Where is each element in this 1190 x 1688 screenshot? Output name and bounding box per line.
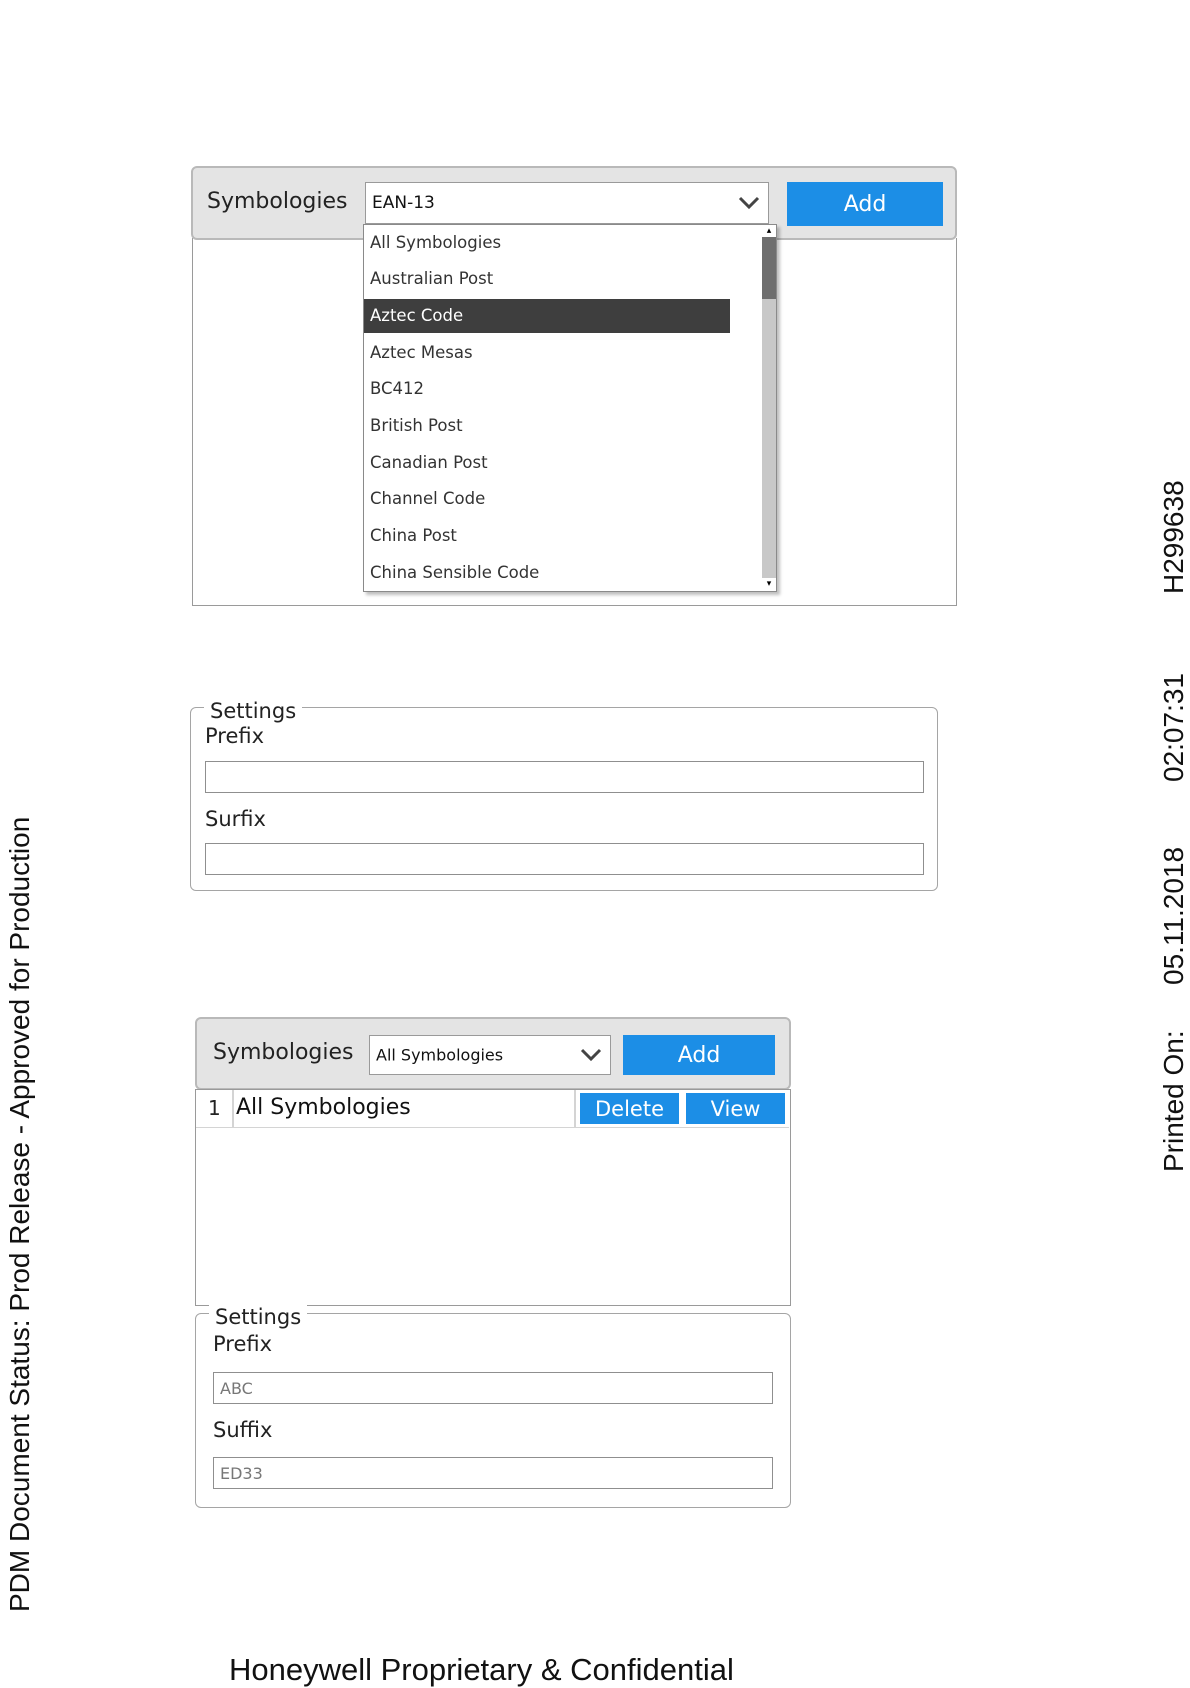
document-number: H299638 <box>1158 480 1189 594</box>
symbology-select[interactable] <box>365 182 769 224</box>
scrollbar-thumb[interactable] <box>762 237 776 299</box>
dropdown-option[interactable]: Australian Post <box>370 269 494 288</box>
symbologies-label: Symbologies <box>213 1040 354 1065</box>
pdm-document-status: PDM Document Status: Prod Release - Approved for Production <box>4 816 35 1612</box>
view-button[interactable]: View <box>686 1093 785 1124</box>
add-button[interactable]: Add <box>623 1035 775 1075</box>
footer-confidential: Honeywell Proprietary & Confidential <box>229 1652 734 1687</box>
row-symbology-name: All Symbologies <box>236 1095 411 1120</box>
table-row[interactable] <box>196 1090 789 1128</box>
prefix-input[interactable] <box>205 761 924 793</box>
suffix-input[interactable] <box>213 1457 773 1489</box>
symbology-select-value: All Symbologies <box>376 1045 504 1065</box>
printed-on-label: Printed On: <box>1158 1030 1189 1172</box>
chevron-down-icon <box>738 195 760 211</box>
column-divider <box>574 1090 576 1128</box>
column-divider <box>232 1090 234 1128</box>
dropdown-option[interactable]: Canadian Post <box>370 453 488 472</box>
chevron-down-icon <box>580 1047 602 1063</box>
delete-button[interactable]: Delete <box>580 1093 679 1124</box>
symbologies-label: Symbologies <box>207 189 348 214</box>
suffix-label: Surfix <box>205 807 266 831</box>
symbology-list <box>195 1089 791 1306</box>
prefix-input[interactable] <box>213 1372 773 1404</box>
suffix-label: Suffix <box>213 1418 273 1442</box>
symbology-dropdown-list[interactable] <box>363 224 777 592</box>
dropdown-option[interactable]: BC412 <box>370 379 425 398</box>
dropdown-option-selected[interactable]: Aztec Code <box>364 299 730 333</box>
settings-legend: Settings <box>204 699 302 723</box>
settings-legend: Settings <box>209 1305 307 1329</box>
scroll-up-arrow-icon[interactable]: ▴ <box>762 225 776 237</box>
add-button[interactable]: Add <box>787 182 943 226</box>
dropdown-option[interactable]: All Symbologies <box>370 233 502 252</box>
symbology-select-value: EAN-13 <box>372 193 435 213</box>
printed-time: 02:07:31 <box>1158 673 1189 782</box>
scroll-down-arrow-icon[interactable]: ▾ <box>762 578 776 590</box>
suffix-input[interactable] <box>205 843 924 875</box>
dropdown-option[interactable]: British Post <box>370 416 463 435</box>
symbology-select[interactable] <box>369 1035 611 1075</box>
prefix-label: Prefix <box>205 724 265 748</box>
prefix-label: Prefix <box>213 1332 273 1356</box>
dropdown-option[interactable]: China Sensible Code <box>370 563 540 582</box>
dropdown-option[interactable]: Aztec Mesas <box>370 343 473 362</box>
dropdown-option[interactable]: China Post <box>370 526 457 545</box>
bottom-symbology-bar <box>195 1017 791 1090</box>
printed-date: 05.11.2018 <box>1158 846 1189 985</box>
dropdown-option[interactable]: Channel Code <box>370 489 486 508</box>
row-index: 1 <box>208 1096 221 1120</box>
dropdown-scrollbar[interactable] <box>762 225 776 590</box>
